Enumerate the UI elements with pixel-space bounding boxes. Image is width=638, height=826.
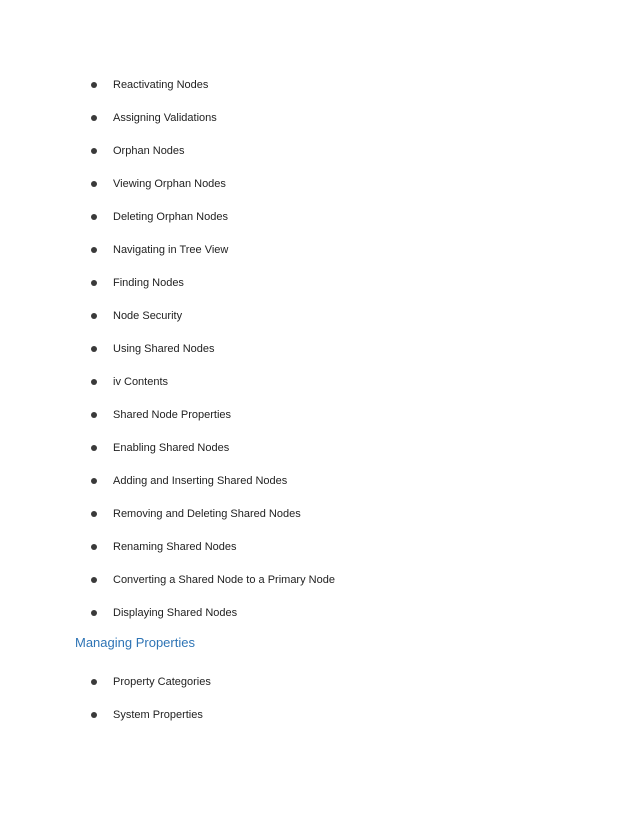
list-item — [0, 175, 638, 208]
list-item-text: Enabling Shared Nodes — [113, 442, 230, 454]
list-item — [0, 307, 638, 340]
list-item — [0, 208, 638, 241]
list-item-text: Adding and Inserting Shared Nodes — [113, 475, 288, 487]
bullet-icon — [91, 379, 97, 385]
list-item-text: Navigating in Tree View — [113, 244, 229, 256]
bullet-icon — [91, 679, 97, 685]
list-item-text: Orphan Nodes — [113, 145, 185, 157]
list-item-text: Shared Node Properties — [113, 409, 232, 421]
list-item — [0, 76, 638, 109]
bullet-icon — [91, 82, 97, 88]
bullet-icon — [91, 247, 97, 253]
list-item-text: iv Contents — [113, 376, 169, 388]
list-item-text: Converting a Shared Node to a Primary Node — [113, 574, 335, 586]
bullet-icon — [91, 445, 97, 451]
list-item — [0, 241, 638, 274]
list-item — [0, 538, 638, 571]
list-item-text: Viewing Orphan Nodes — [113, 178, 226, 190]
list-item-text: Using Shared Nodes — [113, 343, 215, 355]
list-item-text: System Properties — [113, 709, 203, 721]
bullet-icon — [91, 148, 97, 154]
list-item — [0, 142, 638, 175]
list-item-text: Displaying Shared Nodes — [113, 607, 238, 619]
list-item — [0, 472, 638, 505]
bullet-icon — [91, 115, 97, 121]
list-item — [0, 706, 638, 739]
list-item — [0, 439, 638, 472]
bullet-icon — [91, 478, 97, 484]
list-item-text: Deleting Orphan Nodes — [113, 211, 228, 223]
list-item — [0, 505, 638, 538]
list-item-text: Property Categories — [113, 676, 211, 688]
section-heading: Managing Properties — [75, 635, 195, 650]
bullet-icon — [91, 610, 97, 616]
bullet-icon — [91, 181, 97, 187]
list-item-text: Reactivating Nodes — [113, 79, 209, 91]
list-item — [0, 274, 638, 307]
list-item-text: Assigning Validations — [113, 112, 217, 124]
bullet-icon — [91, 214, 97, 220]
bullet-icon — [91, 346, 97, 352]
list-item — [0, 673, 638, 706]
bullet-icon — [91, 577, 97, 583]
list-item-text: Node Security — [113, 310, 183, 322]
list-item — [0, 109, 638, 142]
list-item — [0, 340, 638, 373]
bullet-icon — [91, 712, 97, 718]
bullet-icon — [91, 412, 97, 418]
list-item — [0, 373, 638, 406]
bullet-icon — [91, 511, 97, 517]
properties-list — [0, 673, 638, 739]
list-item-text: Removing and Deleting Shared Nodes — [113, 508, 301, 520]
bullet-icon — [91, 544, 97, 550]
list-item — [0, 571, 638, 604]
contents-list — [0, 76, 638, 637]
list-item-text: Finding Nodes — [113, 277, 184, 289]
bullet-icon — [91, 280, 97, 286]
list-item-text: Renaming Shared Nodes — [113, 541, 237, 553]
list-item — [0, 604, 638, 637]
bullet-icon — [91, 313, 97, 319]
list-item — [0, 406, 638, 439]
